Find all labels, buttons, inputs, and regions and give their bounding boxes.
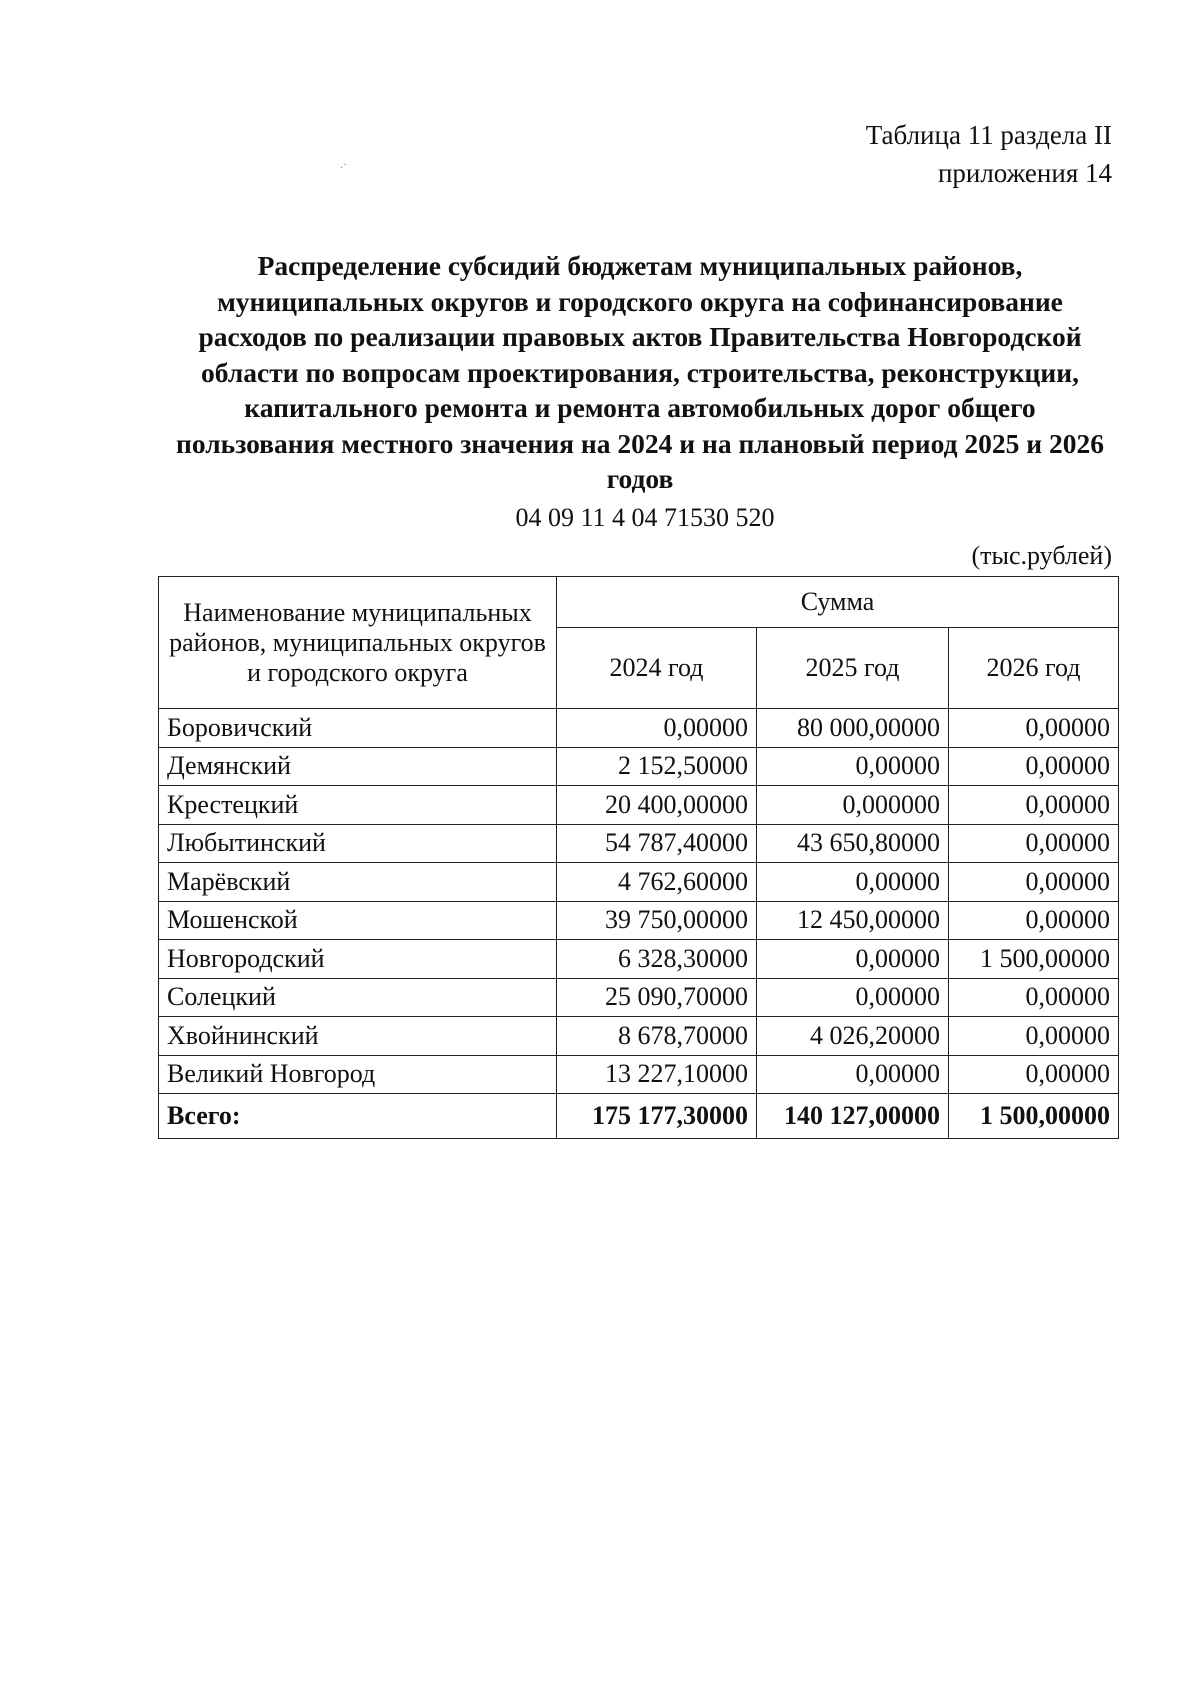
table-row [159,1055,1119,1094]
amount-2026: 1 500,00000 [949,940,1119,979]
column-header-2025: 2025 год [757,628,949,709]
district-name: Солецкий [159,978,557,1017]
district-name: Боровичский [159,709,557,748]
amount-2025: 0,00000 [757,1055,949,1094]
district-name: Марёвский [159,863,557,902]
amount-2025: 0,000000 [757,786,949,825]
column-header-2026: 2026 год [949,628,1119,709]
amount-2026: 0,00000 [949,824,1119,863]
total-label: Всего: [159,1094,557,1139]
amount-2025: 43 650,80000 [757,824,949,863]
amount-2024: 6 328,30000 [557,940,757,979]
column-header-name: Наименование муниципальных районов, муниципальных округов и городского округа [159,577,557,709]
amount-2026: 0,00000 [949,863,1119,902]
table-row [159,901,1119,940]
column-header-sum: Сумма [557,577,1119,628]
budget-classification-code: 04 09 11 4 04 71530 520 [515,503,775,532]
amount-2026: 0,00000 [949,901,1119,940]
district-name: Хвойнинский [159,1017,557,1056]
district-name: Великий Новгород [159,1055,557,1094]
amount-2025: 0,00000 [757,978,949,1017]
subsidy-table [158,576,1119,1139]
units-label: (тыс.рублей) [971,541,1112,570]
amount-2024: 0,00000 [557,709,757,748]
amount-2025: 0,00000 [757,863,949,902]
amount-2026: 0,00000 [949,1017,1119,1056]
amount-2026: 0,00000 [949,978,1119,1017]
amount-2024: 8 678,70000 [557,1017,757,1056]
amount-2026: 0,00000 [949,747,1119,786]
total-2026: 1 500,00000 [949,1094,1119,1139]
amount-2026: 0,00000 [949,1055,1119,1094]
amount-2025: 4 026,20000 [757,1017,949,1056]
total-2025: 140 127,00000 [757,1094,949,1139]
amount-2025: 80 000,00000 [757,709,949,748]
amount-2024: 13 227,10000 [557,1055,757,1094]
amount-2024: 20 400,00000 [557,786,757,825]
table-row [159,824,1119,863]
district-name: Новгородский [159,940,557,979]
amount-2024: 2 152,50000 [557,747,757,786]
table-row [159,709,1119,748]
table-row [159,786,1119,825]
district-name: Крестецкий [159,786,557,825]
amount-2024: 4 762,60000 [557,863,757,902]
table-reference-line-2: приложения 14 [937,158,1112,188]
table-row [159,863,1119,902]
total-row [159,1094,1119,1139]
amount-2025: 12 450,00000 [757,901,949,940]
amount-2024: 25 090,70000 [557,978,757,1017]
district-name: Демянский [159,747,557,786]
table-reference-line-1: Таблица 11 раздела II [865,120,1112,150]
amount-2026: 0,00000 [949,709,1119,748]
total-2024: 175 177,30000 [557,1094,757,1139]
scan-speck: .· [340,157,347,171]
document-title: Распределение субсидий бюджетам муниципальных районов, муниципальных округов и городского округа на софинансирование расходов по реализации правовых актов Правительства Новгородской области по вопросам проектирования, строительства, реконструкции, капитального ремонта и ремонта автомобильных дорог общего пользования местного значения на 2024 и на плановый период 2025 и 2026 годов [176,250,1104,494]
amount-2026: 0,00000 [949,786,1119,825]
amount-2024: 54 787,40000 [557,824,757,863]
district-name: Мошенской [159,901,557,940]
column-header-2024: 2024 год [557,628,757,709]
amount-2025: 0,00000 [757,940,949,979]
district-name: Любытинский [159,824,557,863]
amount-2024: 39 750,00000 [557,901,757,940]
table-row [159,940,1119,979]
table-row [159,978,1119,1017]
table-reference [866,116,1112,192]
amount-2025: 0,00000 [757,747,949,786]
table-row [159,1017,1119,1056]
table-row [159,747,1119,786]
